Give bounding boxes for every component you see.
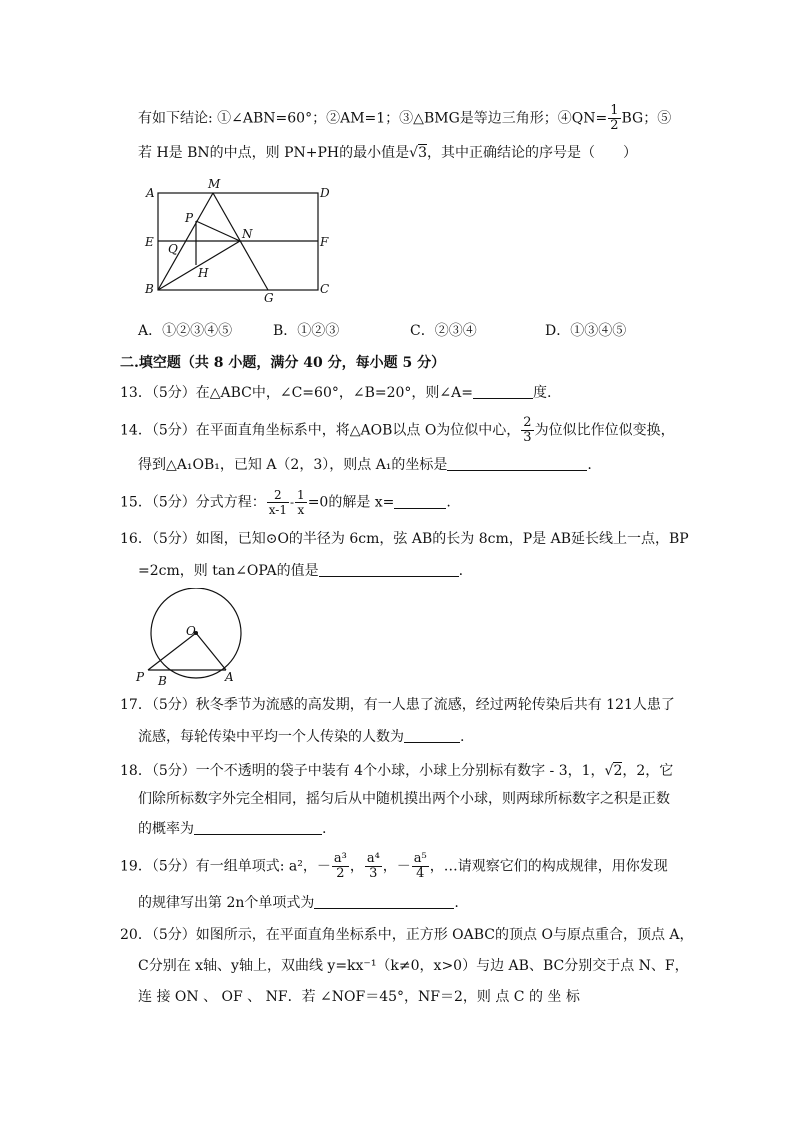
label-d: D — [320, 186, 330, 200]
fraction-2: $\frac{1}{x}$ — [297, 488, 305, 517]
sqrt-symbol: √ — [604, 763, 614, 779]
question-15: 15．（5分）分式方程： $\frac{2}{x-1}$ - $\frac{1}{x}$ =0的解是 x= . — [120, 488, 451, 517]
question-20-line2: C分别在 x轴、y轴上，双曲线 y=kx⁻¹（k≠0，x>0）与边 AB、BC分别交于点 N、F， — [138, 958, 689, 974]
q12-line1 — [138, 104, 671, 133]
choice-d[interactable]: D．①③④⑤ — [545, 323, 627, 339]
question-14-line1: 14．（5分）在平面直角坐标系中，将△AOB以点 O为位似中心， $\frac{2}{3}$ 为位似比作位似变换， — [120, 415, 675, 445]
question-17-line2: 流感，每轮传染中平均一个人传染的人数为 . — [138, 729, 465, 745]
choice-a[interactable]: A．①②③④⑤ — [138, 323, 233, 339]
answer-blank[interactable] — [314, 894, 454, 909]
answer-blank[interactable] — [473, 384, 533, 399]
segment-oa — [196, 633, 226, 670]
q12-line2: 若 H是 BN的中点，则 PN+PH的最小值是√3，其中正确结论的序号是（ ） — [138, 145, 637, 161]
segment-pn — [196, 221, 240, 241]
answer-blank[interactable] — [319, 562, 459, 577]
question-16-line2: =2cm，则 tan∠OPA的值是 . — [138, 563, 464, 579]
label-h: H — [198, 266, 209, 280]
label-g: G — [264, 291, 274, 305]
q12-text-b: BG；⑤ — [621, 110, 672, 127]
sqrt-symbol: √ — [409, 145, 419, 161]
question-18-line3: 的概率为 . — [138, 821, 327, 837]
label-c: C — [320, 282, 330, 296]
label-b: B — [145, 282, 154, 296]
label-a: A — [225, 670, 234, 684]
question-19-line2: 的规律写出第 2n个单项式为 . — [138, 895, 459, 911]
q12-rectangle-figure — [138, 175, 338, 305]
label-p: P — [136, 670, 145, 684]
choice-b[interactable]: B．①②③ — [273, 323, 340, 339]
q12-text-a: 有如下结论: ①∠ABN=60°；②AM=1；③△BMG是等边三角形；④QN= — [138, 110, 608, 127]
answer-blank[interactable] — [447, 456, 587, 471]
q12-choices — [138, 320, 626, 342]
label-p: P — [185, 211, 194, 225]
question-17-line1: 17．（5分）秋冬季节为流感的高发期，有一人患了流感，经过两轮传染后共有 121人患了 — [120, 697, 675, 713]
term-4: $\frac{\text{a⁵}}{4}$ — [413, 851, 427, 881]
question-13: 13．（5分）在△ABC中，∠C=60°，∠B=20°，则∠A= 度. — [120, 385, 552, 401]
answer-blank[interactable] — [194, 820, 322, 835]
fraction-1: $\frac{2}{x-1}$ — [268, 488, 287, 517]
question-20-line3: 连 接 ON 、 OF 、 NF．若 ∠NOF＝45°，NF＝2，则 点 C 的 坐 标 — [138, 989, 580, 1005]
label-m: M — [208, 177, 221, 191]
question-16-line1: 16．（5分）如图，已知⊙O的半径为 6cm，弦 AB的长为 8cm，P是 AB延长线上一点，BP — [120, 531, 689, 547]
label-e: E — [145, 235, 154, 249]
term-2: $\frac{\text{a³}}{2}$ — [333, 851, 347, 881]
label-a: A — [146, 186, 155, 200]
q16-circle-figure — [134, 588, 254, 688]
label-b: B — [158, 674, 167, 688]
choice-c[interactable]: C．②③④ — [410, 323, 477, 339]
answer-blank[interactable] — [404, 728, 460, 743]
term-3: $\frac{\text{a⁴}}{3}$ — [366, 851, 380, 881]
label-q: Q — [168, 242, 178, 256]
question-19-line1: 19．（5分）有一组单项式: a²，－ $\frac{\text{a³}}{2}$ ， $\frac{\text{a⁴}}{3}$ ，－ $\frac{\text{a⁵}}{4}$ ，…请观察它们的构成规律，用你发现 — [120, 851, 668, 881]
question-14-line2: 得到△A₁OB₁，已知 A（2，3），则点 A₁的坐标是 . — [138, 457, 592, 473]
label-o: O — [186, 624, 196, 638]
question-18-line2: 们除所标数字外完全相同，摇匀后从中随机摸出两个小球，则两球所标数字之积是正数 — [138, 791, 670, 807]
answer-blank[interactable] — [394, 494, 446, 509]
q12-fraction: $\frac{1}{2}$ — [610, 103, 619, 133]
label-f: F — [320, 235, 329, 249]
section-heading: 二.填空题（共 8 小题，满分 40 分，每小题 5 分） — [120, 355, 446, 371]
ratio-fraction: $\frac{2}{3}$ — [523, 415, 532, 445]
question-20-line1: 20．（5分）如图所示，在平面直角坐标系中，正方形 OABC的顶点 O与原点重合，顶点 A， — [120, 927, 694, 943]
label-n: N — [242, 227, 253, 241]
question-18-line1: 18．（5分）一个不透明的袋子中装有 4个小球，小球上分别标有数字 - 3，1，√2，2，它 — [120, 763, 674, 779]
